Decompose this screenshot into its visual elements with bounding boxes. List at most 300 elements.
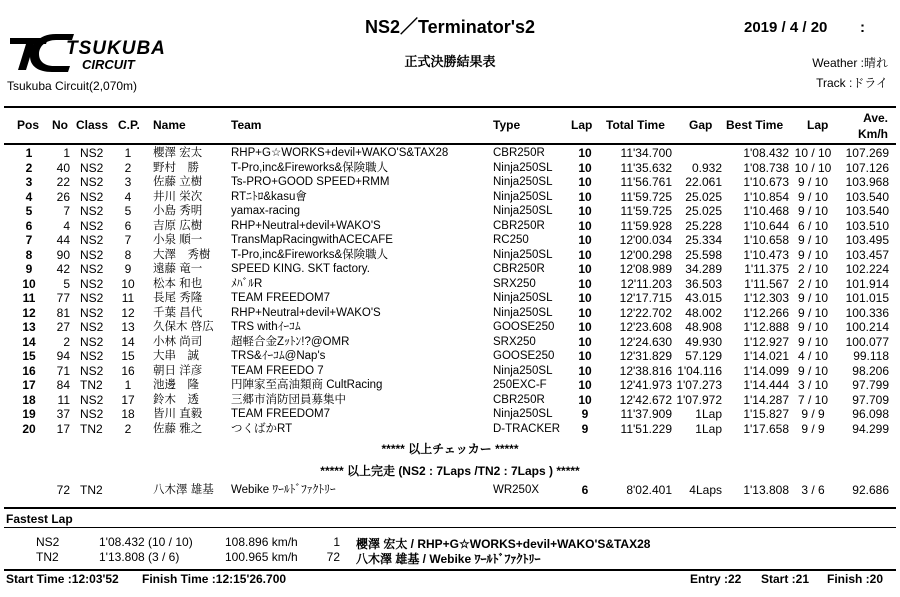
fastest-lap-title-rule [4, 527, 896, 528]
col-header-cp: C.P. [118, 118, 140, 132]
cell-type: SRX250 [493, 277, 536, 290]
cell-class: NS2 [80, 363, 104, 378]
cell-class: NS2 [80, 146, 104, 160]
cell-total: 11'56.761 [620, 175, 672, 189]
cell-total: 12'23.608 [619, 320, 672, 334]
cell-lap: 10 [578, 363, 592, 378]
cell-total: 12'22.702 [619, 305, 672, 320]
cell-name: 松本 和也 [153, 277, 203, 290]
cell-best-lap: 3 / 6 [801, 483, 825, 497]
cell-lap: 10 [578, 160, 592, 175]
cell-no: 5 [63, 276, 70, 291]
cell-total: 12'00.298 [619, 247, 672, 262]
cell-no: 4 [63, 218, 70, 233]
cell-cp: 12 [121, 305, 135, 320]
cell-pos: 18 [22, 392, 36, 407]
cell-gap: 1'07.972 [676, 392, 722, 407]
cell-pos: 7 [25, 233, 33, 247]
table-row [0, 147, 900, 160]
cell-lap: 10 [578, 146, 592, 160]
cell-pos: 20 [22, 421, 36, 436]
cell-best-lap: 9 / 9 [801, 421, 825, 436]
cell-total: 12'42.672 [619, 392, 672, 407]
cell-gap: 43.015 [685, 291, 722, 305]
cell-lap: 10 [578, 378, 592, 392]
cell-gap: 25.228 [685, 218, 722, 233]
table-row [0, 408, 900, 421]
cell-lap: 10 [578, 334, 592, 349]
cell-total: 12'38.816 [619, 363, 672, 378]
cell-gap: 0.932 [691, 160, 722, 175]
cell-ave: 101.015 [845, 291, 889, 305]
fl-rider: 櫻澤 宏太 / RHP+G☆WORKS+devil+WAKO'S&TAX28 [356, 537, 651, 551]
cell-team: yamax-racing [231, 205, 301, 217]
cell-class: NS2 [80, 276, 104, 291]
finish-count: Finish :20 [827, 572, 884, 586]
cell-cp: 4 [124, 189, 132, 204]
cell-gap: 57.129 [685, 349, 722, 363]
start-count: Start :21 [761, 572, 810, 586]
cell-lap: 10 [578, 262, 592, 276]
cell-no: 72 [56, 483, 70, 497]
cell-team: T-Pro,inc&Fireworks&保険職人 [231, 161, 389, 174]
fastest-lap-row [0, 535, 900, 549]
cell-name: 皆川 直毅 [153, 408, 203, 420]
cell-best: 1'10.473 [743, 247, 789, 262]
entry-count: Entry :22 [690, 572, 742, 586]
cell-ave: 99.118 [853, 349, 889, 363]
cell-lap: 10 [578, 392, 592, 407]
cell-pos: 6 [25, 218, 33, 233]
cell-type: WR250X [493, 484, 540, 496]
cell-best: 1'10.658 [743, 233, 789, 247]
cell-total: 12'08.989 [619, 262, 672, 276]
cell-lap: 10 [578, 349, 592, 363]
cell-no: 37 [56, 407, 70, 421]
table-row [0, 220, 900, 233]
cell-type: CBR250R [493, 263, 545, 275]
table-row [0, 162, 900, 175]
cell-best-lap: 7 / 10 [797, 392, 829, 407]
cell-ave: 96.098 [852, 407, 889, 421]
cell-class: NS2 [80, 189, 104, 204]
cell-best: 1'10.644 [743, 218, 789, 233]
cell-pos: 5 [25, 204, 33, 218]
cell-pos: 2 [25, 160, 33, 175]
cell-class: NS2 [80, 320, 104, 334]
cell-best: 1'14.021 [743, 349, 789, 363]
cell-type: D-TRACKER [493, 422, 561, 435]
cell-pos: 16 [22, 363, 36, 378]
cell-gap: 1Lap [695, 407, 722, 421]
cell-lap: 10 [578, 305, 592, 320]
col-header-best-time: Best Time [726, 118, 784, 132]
checker-note: ***** 以上チェッカー ***** [381, 442, 519, 456]
cell-cp: 15 [121, 349, 135, 363]
header-top-rule [4, 106, 896, 108]
cell-total: 11'59.928 [620, 218, 672, 233]
cell-lap: 9 [581, 421, 589, 436]
header-bottom-rule [4, 143, 896, 145]
cell-best: 1'10.854 [743, 189, 789, 204]
finish-note: ***** 以上完走 (NS2 : 7Laps /TN2 : 7Laps ) ***** [320, 464, 580, 478]
cell-type: Ninja250SL [493, 364, 553, 377]
cell-total: 12'41.973 [619, 378, 672, 392]
cell-team: TransMapRacingwithACECAFE [231, 234, 393, 246]
cell-name: 佐藤 雅之 [153, 422, 203, 435]
cell-gap: 1'07.273 [676, 378, 722, 392]
cell-best-lap: 9 / 10 [797, 233, 829, 247]
cell-lap: 10 [578, 218, 592, 233]
col-header-lap: Lap [571, 118, 593, 132]
cell-name: 鈴木 透 [153, 393, 199, 406]
cell-class: NS2 [80, 218, 104, 233]
cell-type: SRX250 [493, 335, 536, 348]
cell-ave: 92.686 [852, 483, 889, 497]
cell-name: 千葉 昌代 [153, 306, 203, 319]
cell-ave: 97.799 [852, 378, 889, 392]
cell-type: CBR250R [493, 393, 545, 406]
cell-pos: 17 [22, 378, 36, 392]
cell-team: 三郷市消防団員募集中 [231, 393, 346, 406]
table-row [0, 336, 900, 349]
cell-class: NS2 [80, 160, 104, 175]
cell-pos: 8 [25, 247, 33, 262]
cell-cp: 18 [121, 407, 135, 421]
fastest-lap-row [0, 550, 900, 564]
fl-speed: 100.965 km/h [225, 550, 298, 564]
cell-best: 1'12.888 [743, 320, 789, 334]
cell-type: Ninja250SL [493, 306, 553, 319]
cell-name: 久保木 啓広 [153, 321, 214, 333]
col-header-ave [852, 110, 888, 142]
cell-gap: 1Lap [695, 421, 722, 436]
logo-circuit-text: CIRCUIT [82, 57, 135, 72]
finish-time: Finish Time :12:15'26.700 [142, 572, 287, 586]
cell-name: 朝日 洋彦 [153, 364, 203, 377]
cell-team: TEAM FREEDOM7 [231, 292, 331, 304]
cell-total: 12'17.715 [619, 291, 672, 305]
cell-best-lap: 9 / 10 [797, 291, 829, 305]
cell-name: 佐藤 立樹 [153, 176, 203, 188]
cell-best: 1'14.099 [743, 363, 789, 378]
cell-pos: 15 [22, 349, 36, 363]
fl-no: 1 [333, 535, 340, 549]
cell-class: TN2 [80, 378, 103, 392]
cell-team: Ts-PRO+GOOD SPEED+RMM [231, 176, 390, 188]
cell-no: 11 [57, 392, 70, 407]
cell-cp: 2 [124, 160, 132, 175]
cell-type: RC250 [493, 234, 529, 246]
fl-speed: 108.896 km/h [225, 535, 298, 549]
cell-gap: 25.025 [685, 189, 722, 204]
col-header-gap: Gap [689, 118, 713, 132]
cell-class: NS2 [80, 349, 104, 363]
cell-no: 44 [56, 233, 70, 247]
cell-team: RHP+G☆WORKS+devil+WAKO'S&TAX28 [231, 147, 449, 159]
cell-type: Ninja250SL [493, 161, 553, 174]
cell-no: 77 [56, 291, 70, 305]
cell-best: 1'11.567 [744, 276, 789, 291]
cell-no: 81 [56, 305, 70, 320]
cell-best-lap: 2 / 10 [797, 276, 829, 291]
cell-ave: 103.968 [845, 175, 889, 189]
cell-no: 22 [56, 175, 70, 189]
cell-best: 1'15.827 [743, 407, 789, 421]
cell-type: GOOSE250 [493, 321, 555, 333]
cell-gap: 1'04.116 [677, 363, 722, 378]
cell-best-lap: 9 / 10 [797, 305, 829, 320]
cell-lap: 10 [578, 175, 592, 189]
cell-best-lap: 6 / 10 [797, 218, 829, 233]
cell-class: NS2 [80, 305, 104, 320]
cell-best-lap: 9 / 10 [797, 189, 829, 204]
cell-class: NS2 [80, 204, 104, 218]
cell-lap: 10 [578, 291, 592, 305]
cell-pos: 19 [22, 407, 36, 421]
fastest-lap-top-rule [4, 507, 896, 509]
cell-team: TEAM FREEDOM7 [231, 408, 331, 420]
cell-ave: 102.224 [845, 262, 889, 276]
cell-name: 大串 誠 [153, 350, 199, 362]
fl-class: TN2 [36, 550, 59, 564]
cell-total: 11'34.700 [620, 146, 672, 160]
cell-no: 40 [56, 160, 70, 175]
weather-info: Weather :晴れ [812, 56, 888, 70]
col-header-class: Class [76, 118, 109, 132]
cell-pos: 14 [22, 334, 36, 349]
cell-pos: 13 [22, 320, 36, 334]
cell-name: 小島 秀明 [153, 205, 203, 217]
cell-class: NS2 [80, 334, 104, 349]
cell-name: 小林 尚司 [153, 335, 203, 348]
cell-gap: 4Laps [689, 483, 722, 497]
cell-no: 2 [63, 334, 70, 349]
table-row [0, 423, 900, 436]
table-row [0, 191, 900, 204]
cell-class: NS2 [80, 407, 104, 421]
cell-ave: 100.336 [845, 305, 889, 320]
cell-best: 1'11.375 [744, 262, 789, 276]
cell-no: 1 [63, 146, 70, 160]
cell-cp: 5 [124, 204, 132, 218]
race-date: 2019 / 4 / 20 [744, 19, 828, 36]
cell-lap: 10 [578, 233, 592, 247]
cell-no: 17 [56, 421, 70, 436]
page-title: NS2／Terminator's2 [365, 17, 535, 37]
cell-name: 大澤 秀樹 [153, 248, 211, 261]
cell-best-lap: 9 / 9 [801, 407, 825, 421]
cell-cp: 11 [121, 291, 135, 305]
cell-type: CBR250R [493, 147, 545, 159]
cell-team: 円陣家至高油類商 CultRacing [231, 379, 383, 391]
cell-ave: 107.126 [845, 160, 889, 175]
cell-lap: 10 [578, 276, 592, 291]
cell-type: Ninja250SL [493, 292, 553, 304]
table-row [0, 249, 900, 262]
fl-rider: 八木澤 雄基 / Webike ﾜｰﾙﾄﾞﾌｧｸﾄﾘｰ [356, 552, 541, 566]
cell-type: 250EXC-F [493, 379, 547, 391]
cell-cp: 7 [124, 233, 132, 247]
circuit-name: Tsukuba Circuit(2,070m) [7, 79, 138, 93]
cell-type: Ninja250SL [493, 248, 553, 261]
table-row [0, 307, 900, 320]
cell-lap: 9 [581, 407, 589, 421]
cell-gap: 48.908 [685, 320, 722, 334]
fl-time: 1'08.432 (10 / 10) [99, 535, 193, 549]
cell-best-lap: 9 / 10 [797, 363, 829, 378]
cell-pos: 10 [22, 276, 36, 291]
cell-no: 26 [56, 189, 70, 204]
cell-best: 1'10.673 [743, 175, 789, 189]
cell-gap: 48.002 [685, 305, 722, 320]
fl-no: 72 [326, 550, 340, 564]
cell-ave: 94.299 [852, 421, 889, 436]
cell-team: RHP+Neutral+devil+WAKO'S [231, 219, 381, 232]
cell-class: NS2 [80, 392, 104, 407]
col-header-best-lap: Lap [807, 118, 829, 132]
cell-ave: 100.077 [845, 334, 889, 349]
cell-total: 11'59.725 [620, 189, 672, 204]
cell-name: 井川 栄次 [153, 190, 203, 203]
cell-ave: 103.495 [845, 233, 889, 247]
cell-ave: 103.540 [845, 204, 889, 218]
cell-class: NS2 [80, 233, 104, 247]
cell-type: CBR250R [493, 219, 545, 232]
fl-class: NS2 [36, 535, 60, 549]
cell-pos: 4 [25, 189, 33, 204]
cell-team: SPEED KING. SKT factory. [231, 263, 370, 275]
cell-type: Ninja250SL [493, 176, 553, 188]
cell-name: 長尾 秀隆 [153, 292, 203, 304]
cell-best: 1'08.432 [743, 146, 789, 160]
cell-cp: 6 [124, 218, 132, 233]
cell-total: 11'37.909 [620, 407, 672, 421]
cell-best-lap: 4 / 10 [797, 349, 829, 363]
track-condition: Track :ドライ [816, 76, 888, 90]
cell-best: 1'10.468 [743, 204, 789, 218]
cell-ave: 103.510 [845, 218, 889, 233]
cell-no: 27 [56, 320, 70, 334]
cell-class: NS2 [80, 262, 104, 276]
cell-ave: 103.540 [845, 189, 889, 204]
cell-best-lap: 3 / 10 [797, 378, 829, 392]
cell-cp: 17 [121, 392, 135, 407]
cell-gap: 25.598 [685, 247, 722, 262]
cell-name: 野村 勝 [153, 161, 199, 174]
col-header-ave-line1: Ave. [863, 111, 888, 125]
cell-class: NS2 [80, 175, 104, 189]
cell-best-lap: 9 / 10 [797, 204, 829, 218]
cell-total: 12'11.203 [620, 276, 672, 291]
cell-team: TRS withｲｰｺﾑ [231, 321, 301, 333]
cell-cp: 8 [124, 247, 132, 262]
cell-team: RTﾆﾄﾛ&kasu會 [231, 190, 307, 203]
col-header-team: Team [231, 118, 262, 132]
cell-cp: 1 [124, 378, 132, 392]
cell-cp: 2 [124, 421, 132, 436]
cell-total: 11'35.632 [620, 160, 672, 175]
cell-name: 池邊 隆 [153, 379, 199, 391]
cell-best: 1'12.927 [743, 334, 789, 349]
table-row [0, 394, 900, 407]
cell-cp: 13 [121, 320, 135, 334]
cell-pos: 12 [22, 305, 36, 320]
cell-total: 12'31.829 [619, 349, 672, 363]
cell-ave: 98.206 [852, 363, 889, 378]
cell-name: 小泉 順一 [153, 234, 203, 246]
cell-lap: 6 [581, 483, 589, 497]
cell-ave: 103.457 [845, 247, 889, 262]
col-header-ave-line2: Km/h [858, 127, 888, 141]
cell-lap: 10 [578, 247, 592, 262]
cell-lap: 10 [578, 320, 592, 334]
cell-best: 1'14.287 [743, 392, 789, 407]
cell-cp: 14 [121, 334, 135, 349]
cell-best-lap: 9 / 10 [797, 247, 829, 262]
cell-no: 84 [56, 378, 70, 392]
cell-pos: 3 [25, 175, 33, 189]
col-header-pos: Pos [17, 118, 40, 132]
cell-class: NS2 [80, 247, 104, 262]
cell-team: TRS&ｲｰｺﾑ@Nap's [231, 350, 326, 362]
cell-best: 1'08.738 [743, 160, 789, 175]
cell-ave: 101.914 [845, 276, 889, 291]
table-row [0, 263, 900, 276]
cell-name: 八木澤 雄基 [153, 484, 214, 496]
cell-best: 1'17.658 [743, 421, 789, 436]
cell-team: TEAM FREEDO 7 [231, 364, 324, 377]
race-time-colon: : [860, 19, 865, 36]
cell-cp: 1 [124, 146, 132, 160]
logo-tsukuba-text: TSUKUBA [66, 38, 166, 59]
unranked-row [0, 484, 900, 497]
cell-class: TN2 [80, 483, 103, 497]
cell-total: 11'59.725 [620, 204, 672, 218]
table-row [0, 234, 900, 247]
cell-team: ﾒﾊﾞﾙR [231, 277, 263, 290]
cell-best-lap: 9 / 10 [797, 320, 829, 334]
table-row [0, 278, 900, 291]
table-row [0, 350, 900, 363]
cell-pos: 11 [22, 291, 36, 305]
cell-best: 1'12.266 [743, 305, 789, 320]
cell-type: Ninja250SL [493, 205, 553, 217]
cell-type: GOOSE250 [493, 350, 555, 362]
cell-lap: 10 [578, 204, 592, 218]
cell-lap: 10 [578, 189, 592, 204]
start-time: Start Time :12:03'52 [6, 572, 119, 586]
cell-no: 7 [63, 204, 70, 218]
cell-best-lap: 10 / 10 [794, 146, 832, 160]
cell-cp: 9 [124, 262, 132, 276]
cell-name: 遠藤 竜一 [153, 263, 203, 275]
cell-ave: 100.214 [845, 320, 889, 334]
cell-team: T-Pro,inc&Fireworks&保険職人 [231, 248, 389, 261]
cell-best: 1'14.444 [743, 378, 789, 392]
table-row [0, 321, 900, 334]
cell-no: 94 [56, 349, 70, 363]
fastest-lap-title: Fastest Lap [6, 512, 73, 526]
cell-pos: 1 [25, 146, 33, 160]
cell-best-lap: 2 / 10 [797, 262, 829, 276]
cell-total: 8'02.401 [626, 483, 672, 497]
col-header-type: Type [493, 118, 521, 132]
cell-total: 11'51.229 [620, 421, 672, 436]
cell-gap: 34.289 [685, 262, 722, 276]
cell-cp: 10 [121, 276, 135, 291]
cell-best-lap: 9 / 10 [797, 175, 829, 189]
